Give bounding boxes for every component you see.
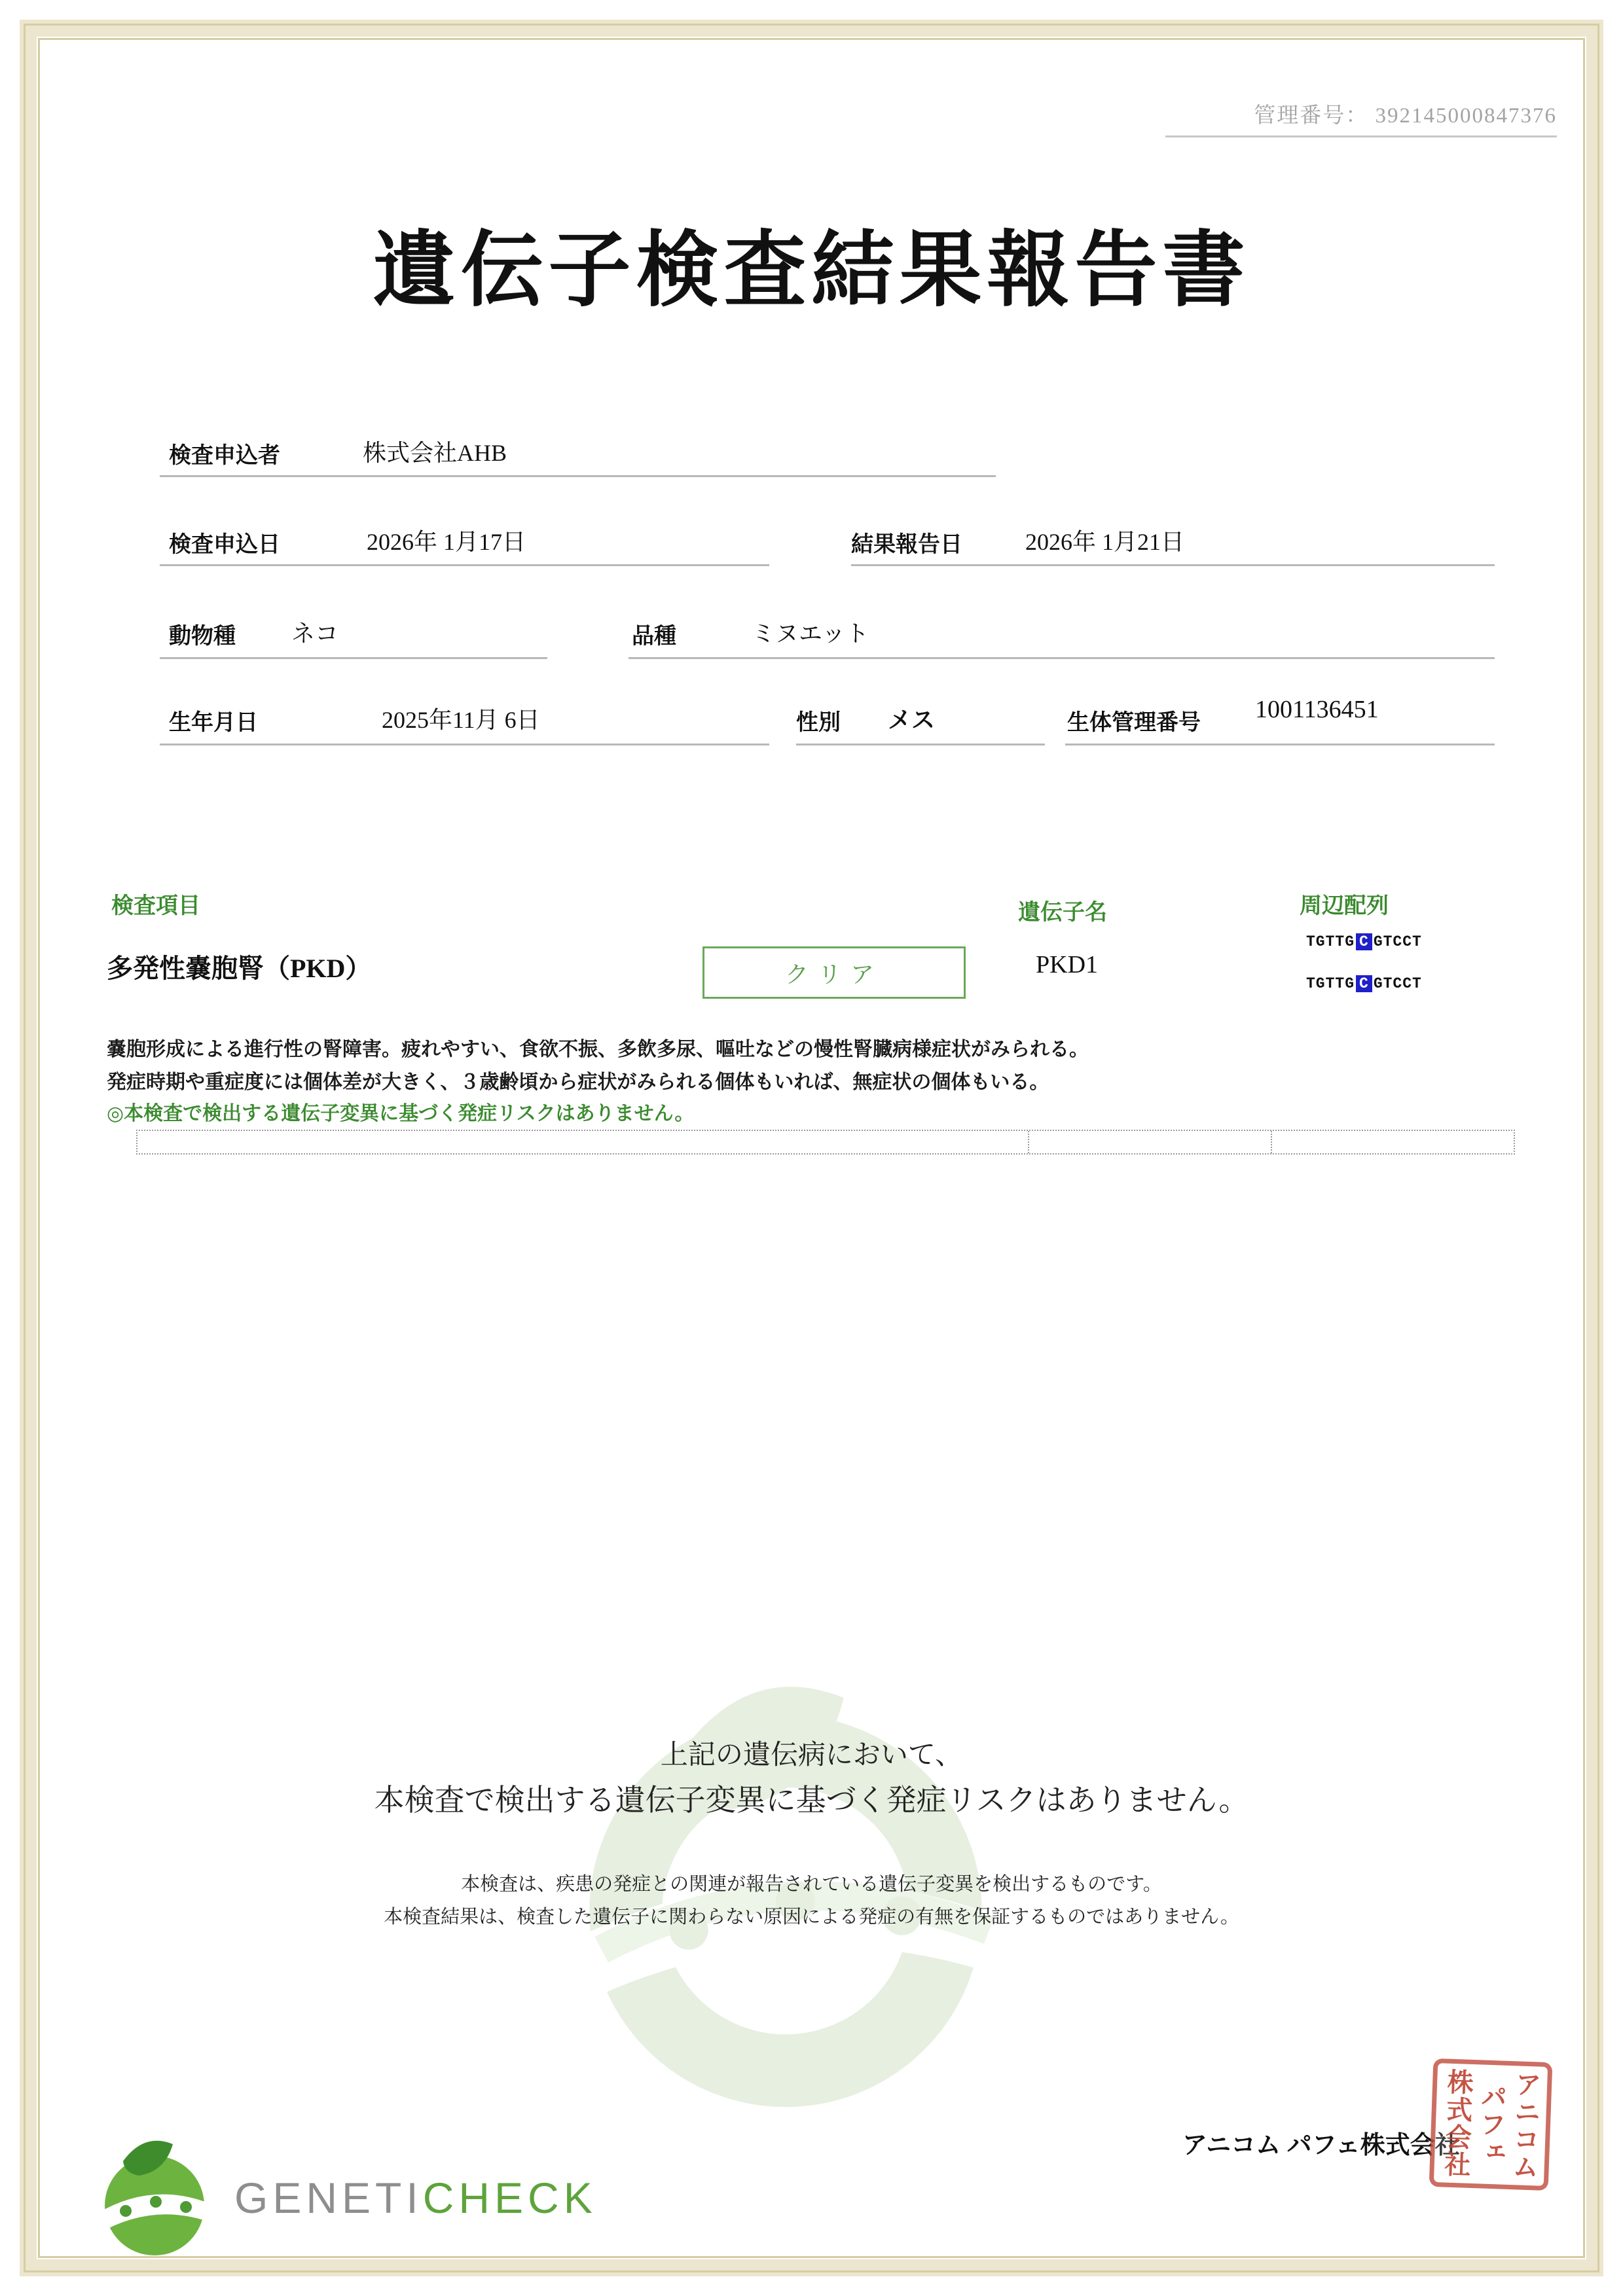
birth-date-underline — [160, 744, 769, 745]
results-header-sequence: 周辺配列 — [1300, 894, 1389, 918]
results-header-item: 検査項目 — [111, 894, 200, 918]
application-date-value: 2026年 1月17日 — [367, 529, 526, 555]
sequence-prefix: TGTTG — [1306, 975, 1355, 992]
wordmark-part-1: GENETI — [234, 2174, 423, 2222]
control-number-value: 392145000847376 — [1375, 104, 1557, 128]
report-date-value: 2026年 1月21日 — [1025, 529, 1185, 555]
geneticheck-wordmark — [234, 2173, 597, 2223]
summary-note-2: 本検査結果は、検査した遺伝子に関わらない原因による発症の有無を保証するものではありません。 — [384, 1907, 1239, 1928]
summary-line-2: 本検査で検出する遺伝子変異に基づく発症リスクはありません。 — [374, 1783, 1249, 1817]
sequence-variant: C — [1356, 933, 1372, 950]
seal-column: パフェ — [1474, 2083, 1508, 2166]
breed-underline — [629, 657, 1495, 659]
breed-label: 品種 — [632, 624, 676, 649]
empty-result-row — [136, 1130, 1515, 1155]
sequence-line-2 — [1306, 975, 1422, 992]
sex-underline — [796, 744, 1045, 745]
birth-date-label: 生年月日 — [169, 711, 258, 735]
report-title: 遺伝子検査結果報告書 — [373, 226, 1250, 317]
bio-id-value: 1001136451 — [1255, 696, 1379, 723]
disease-description-line-2: 発症時期や重症度には個体差が大きく、３歳齢頃から症状がみられる個体もいれば、無症状の個体もいる。 — [107, 1071, 1049, 1093]
species-underline — [160, 657, 547, 659]
company-seal-stamp — [1429, 2058, 1553, 2191]
applicant-label: 検査申込者 — [169, 444, 280, 468]
application-date-underline — [160, 564, 769, 566]
applicant-value: 株式会社AHB — [363, 440, 507, 466]
summary-note-1: 本検査は、疾患の発症との関連が報告されている遺伝子変異を検出するものです。 — [461, 1874, 1162, 1895]
sequence-line-1 — [1306, 933, 1422, 950]
bio-id-label: 生体管理番号 — [1067, 711, 1201, 735]
report-date-underline — [851, 564, 1495, 566]
geneticheck-logo — [89, 2132, 597, 2263]
risk-note: ◎本検査で検出する遺伝子変異に基づく発症リスクはありません。 — [107, 1103, 695, 1124]
species-label: 動物種 — [169, 624, 236, 649]
report-date-label: 結果報告日 — [851, 533, 962, 557]
species-value: ネコ — [291, 620, 339, 647]
sex-label: 性別 — [796, 711, 841, 735]
seal-column: アニコム — [1508, 2070, 1542, 2181]
results-header-gene: 遺伝子名 — [1018, 901, 1107, 925]
dotted-separator — [1028, 1131, 1029, 1153]
sequence-suffix: GTCCT — [1373, 975, 1422, 992]
birth-date-value: 2025年11月 6日 — [382, 707, 540, 733]
sequence-variant: C — [1356, 975, 1372, 992]
control-number — [1165, 98, 1557, 137]
dotted-separator — [1271, 1131, 1272, 1153]
issuing-company-name: アニコム パフェ株式会社 — [1182, 2132, 1460, 2159]
sequence-suffix: GTCCT — [1373, 933, 1422, 950]
control-number-label: 管理番号： — [1254, 104, 1369, 128]
applicant-underline — [160, 475, 996, 477]
breed-value: ミヌエット — [752, 620, 869, 647]
bio-id-underline — [1065, 744, 1495, 745]
sequence-prefix: TGTTG — [1306, 933, 1355, 950]
geneticheck-leaf-icon — [89, 2132, 220, 2263]
summary-line-1: 上記の遺伝病において、 — [660, 1739, 963, 1770]
wordmark-part-2: CHECK — [422, 2174, 597, 2222]
disease-description-line-1: 嚢胞形成による進行性の腎障害。疲れやすい、食欲不振、多飲多尿、嘔吐などの慢性腎臓病様症状がみられる。 — [107, 1039, 1089, 1060]
sex-value: メス — [888, 707, 936, 733]
seal-column: 株式会社 — [1440, 2068, 1474, 2179]
gene-name: PKD1 — [1036, 951, 1099, 978]
application-date-label: 検査申込日 — [169, 533, 280, 557]
result-status-label: クリア — [784, 961, 883, 988]
result-status-badge — [702, 946, 966, 999]
test-item-name: 多発性嚢胞腎（PKD） — [107, 954, 372, 983]
